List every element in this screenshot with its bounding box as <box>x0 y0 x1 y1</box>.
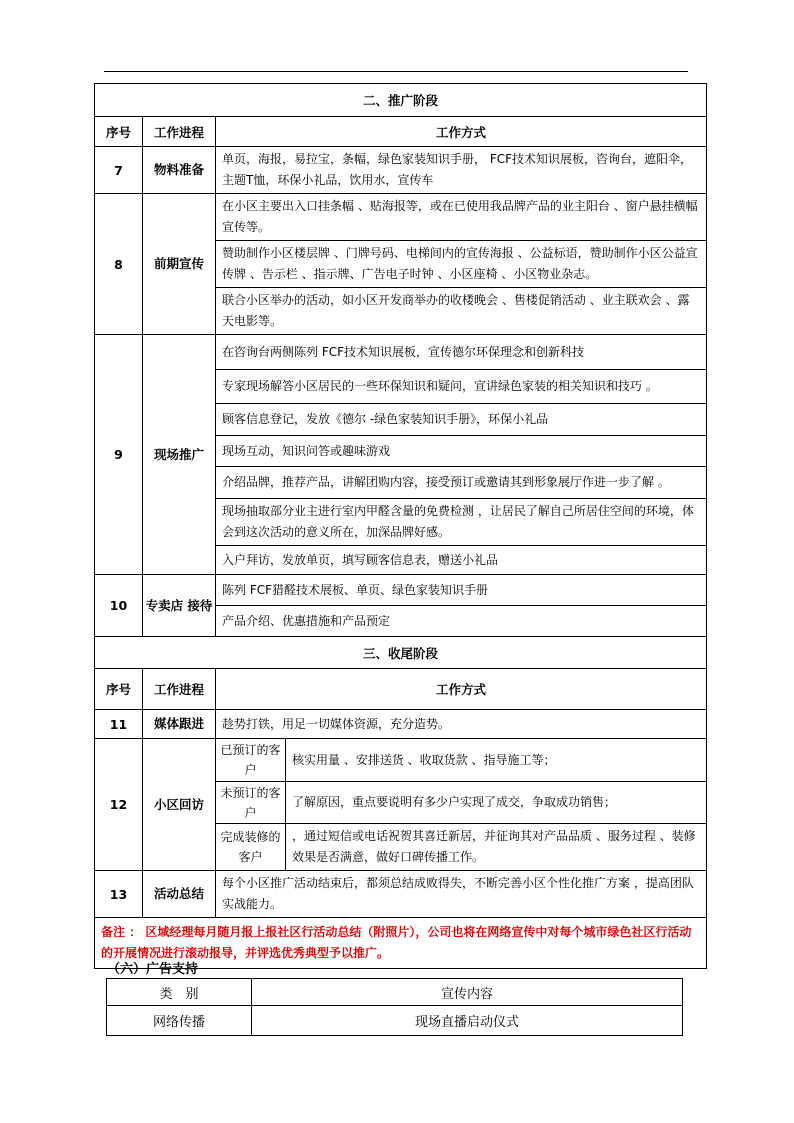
row-stage: 活动总结 <box>143 871 216 918</box>
header-type: 类 别 <box>107 979 252 1006</box>
row-stage: 前期宣传 <box>143 194 216 335</box>
row-number: 7 <box>95 147 143 194</box>
sub-label: 未预订的客户 <box>216 782 286 824</box>
row-method: 专家现场解答小区居民的一些环保知识和疑问，宣讲绿色家装的相关知识和技巧 。 <box>216 370 707 404</box>
header-progress: 工作进程 <box>143 117 216 147</box>
row-method: 在小区主要出入口挂条幅 、贴海报等，或在已使用我品牌产品的业主阳台 、窗户悬挂横幅宣传等。 <box>216 194 707 241</box>
row-method: 顾客信息登记，发放《德尔 -绿色家装知识手册》，环保小礼品 <box>216 404 707 436</box>
sub-method: 了解原因，重点要说明有多少户实现了成交，争取成功销售； <box>286 782 707 824</box>
row-method: 在咨询台两侧陈列 FCF技术知识展板，宣传德尔环保理念和创新科技 <box>216 335 707 370</box>
row-stage: 小区回访 <box>143 739 216 871</box>
header-rule <box>104 71 688 72</box>
row-method: 现场抽取部分业主进行室内甲醛含量的免费检测 ，让居民了解自己所居住空间的环境，体会到这次活动的意义所在，加深品牌好感。 <box>216 499 707 546</box>
section-title-closing: 三、收尾阶段 <box>95 637 707 669</box>
row-number: 9 <box>95 335 143 575</box>
sub-method: 核实用量 、安排送货 、收取货款 、指导施工等； <box>286 739 707 782</box>
row-number: 11 <box>95 710 143 739</box>
row-method: 产品介绍、优惠措施和产品预定 <box>216 606 707 637</box>
sub-label: 完成装修的客户 <box>216 824 286 871</box>
sub-method: ，通过短信或电话祝贺其喜迁新居，并征询其对产品品质 、服务过程 、装修效果是否满意，做好口碑传播工作。 <box>286 824 707 871</box>
header-no: 序号 <box>95 117 143 147</box>
row-method: 单页，海报，易拉宝，条幅，绿色家装知识手册， FCF技术知识展板，咨询台，遮阳伞，主题T恤，环保小礼品，饮用水，宣传车 <box>216 147 707 194</box>
row-number: 12 <box>95 739 143 871</box>
row-method: 赞助制作小区楼层牌 、门牌号码、电梯间内的宣传海报 、公益标语，赞助制作小区公益宣传牌 、告示栏 、指示牌、广告电子时钟 、小区座椅 、小区物业杂志。 <box>216 241 707 288</box>
header-method: 工作方式 <box>216 117 707 147</box>
row-stage: 专卖店 接待 <box>143 575 216 637</box>
row-method: 介绍品牌，推荐产品，讲解团购内容，接受预订或邀请其到形象展厅作进一步了解 。 <box>216 467 707 499</box>
row-stage: 物料准备 <box>143 147 216 194</box>
cell-content: 现场直播启动仪式 <box>252 1006 683 1036</box>
row-number: 13 <box>95 871 143 918</box>
row-number: 8 <box>95 194 143 335</box>
header-no: 序号 <box>95 669 143 710</box>
header-progress: 工作进程 <box>143 669 216 710</box>
header-method: 工作方式 <box>216 669 707 710</box>
row-method: 入户拜访，发放单页，填写顾客信息表，赠送小礼品 <box>216 546 707 575</box>
row-method: 联合小区举办的活动，如小区开发商举办的收楼晚会 、售楼促销活动 、业主联欢会 、露天电影等。 <box>216 288 707 335</box>
cell-type: 网络传播 <box>107 1006 252 1036</box>
row-number: 10 <box>95 575 143 637</box>
promotion-table <box>94 83 707 969</box>
section-heading-ad-support: （六）广告支持 <box>107 962 199 977</box>
sub-label: 已预订的客户 <box>216 739 286 782</box>
row-method: 趁势打铁，用足一切媒体资源，充分造势。 <box>216 710 707 739</box>
row-method: 每个小区推广活动结束后，都须总结成败得失，不断完善小区个性化推广方案 ，提高团队实战能力。 <box>216 871 707 918</box>
row-method: 陈列 FCF猎醛技术展板、单页、绿色家装知识手册 <box>216 575 707 606</box>
row-stage: 媒体跟进 <box>143 710 216 739</box>
row-method: 现场互动，知识问答或趣味游戏 <box>216 436 707 467</box>
ad-support-table <box>106 978 683 1036</box>
remark-note: 备注 ： 区域经理每月随月报上报社区行活动总结（附照片），公司也将在网络宣传中对每个城市绿色社区行活动的开展情况进行滚动报导，并评选优秀典型予以推广。 <box>95 918 707 969</box>
section-title-promotion: 二、推广阶段 <box>95 84 707 117</box>
row-stage: 现场推广 <box>143 335 216 575</box>
header-content: 宣传内容 <box>252 979 683 1006</box>
